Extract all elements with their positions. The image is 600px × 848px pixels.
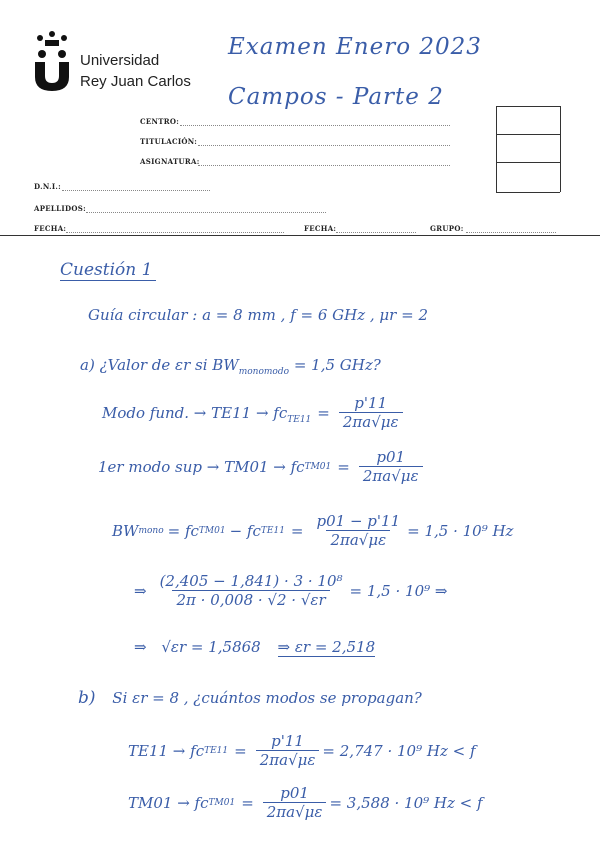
part-b-line2 (128, 784, 483, 821)
eq-sign: = (241, 793, 254, 812)
part-a-line5 (134, 638, 375, 656)
grade-box-border (496, 106, 497, 192)
field-asignatura-line (198, 165, 450, 166)
part-a-label: a) (80, 356, 95, 374)
field-apellidos-line (86, 212, 326, 213)
given-data: Guía circular : a = 8 mm , f = 6 GHz , μr = 2 (88, 306, 428, 324)
fraction (263, 784, 327, 821)
university-name-line2: Rey Juan Carlos (80, 73, 191, 90)
fraction-denominator: 2π · 0,008 · √2 · √εr (172, 590, 329, 609)
field-apellidos-label: APELLIDOS: (34, 204, 86, 213)
university-name-line1: Universidad (80, 52, 160, 69)
eq-sign: = (234, 741, 247, 760)
eq-sub: TM01 (208, 797, 236, 808)
field-grupo-line (466, 232, 556, 233)
handwritten-exam-title: Examen Enero 2023 (228, 34, 482, 60)
eq-sub: TE11 (260, 525, 285, 536)
grade-box-line (496, 106, 560, 107)
part-a-text: ¿Valor de εr si BW (99, 356, 239, 374)
fraction-denominator: 2πa√με (339, 412, 403, 431)
eq-result: = 1,5 · 10⁹ Hz (407, 521, 514, 540)
fraction (339, 394, 403, 431)
field-fecha-line (66, 232, 284, 233)
fraction-denominator: 2πa√με (359, 466, 423, 485)
fraction (256, 732, 320, 769)
implies-arrow: ⇒ (134, 581, 147, 600)
grade-box-border (560, 106, 561, 192)
field-asignatura-label: ASIGNATURA: (140, 157, 200, 166)
eq-left: BW (112, 521, 139, 540)
eq-left: Modo fund. → TE11 → fc (102, 403, 288, 422)
part-a-line3 (112, 512, 513, 549)
implies-arrow: ⇒ (134, 638, 147, 656)
fraction-numerator: p01 (280, 784, 309, 802)
field-grupo-label: GRUPO: (430, 224, 464, 233)
eq-minus: − fc (229, 521, 261, 540)
field-centro-line (180, 125, 450, 126)
grade-box-line (496, 134, 560, 135)
eq-sub: TE11 (204, 745, 229, 756)
eq-mid: = fc (167, 521, 199, 540)
grade-box-line (496, 162, 560, 163)
part-a-line4 (134, 572, 447, 609)
part-a-line2 (98, 448, 426, 485)
handwritten-exam-subtitle: Campos - Parte 2 (228, 84, 444, 110)
fraction-numerator: (2,405 − 1,841) · 3 · 10⁸ (159, 572, 343, 590)
part-b-label: b) (78, 688, 96, 708)
eq-sign: = (290, 521, 304, 540)
question-title: Cuestión 1 (60, 260, 156, 281)
eq-sub: TM01 (198, 525, 226, 536)
part-b-text: Si εr = 8 , ¿cuántos modos se propagan? (112, 689, 422, 707)
fraction-denominator: 2πa√με (326, 530, 390, 549)
fraction (359, 448, 423, 485)
eq-left: TE11 → fc (128, 741, 205, 760)
eq-result: = 1,5 · 10⁹ ⇒ (349, 581, 448, 600)
fraction-numerator: p01 (376, 448, 406, 466)
eq-result-underlined: ⇒ εr = 2,518 (277, 638, 376, 656)
field-centro-label: CENTRO: (140, 117, 180, 126)
eq-sign: = (317, 403, 330, 422)
part-a-text-sub: monomodo (238, 367, 290, 377)
eq-left: 1er modo sup → TM01 → fc (98, 457, 305, 476)
field-fecha2-line (336, 232, 416, 233)
fraction-denominator: 2πa√με (263, 802, 327, 821)
field-fecha2-label: FECHA: (304, 224, 337, 233)
university-logo (32, 30, 72, 92)
eq-sub: mono (138, 525, 164, 536)
eq-result: = 3,588 · 10⁹ Hz < f (329, 793, 483, 812)
field-dni-label: D.N.I.: (34, 182, 62, 191)
part-a-statement (80, 356, 381, 377)
fraction-denominator: 2πa√με (256, 750, 320, 769)
part-a-line1 (102, 394, 406, 431)
eq-sub: TE11 (287, 414, 312, 425)
field-titulacion-label: TITULACIÓN: (140, 137, 198, 146)
field-titulacion-line (198, 145, 450, 146)
eq-result: = 2,747 · 10⁹ Hz < f (322, 741, 476, 760)
fraction-numerator: p'11 (354, 394, 388, 412)
eq-sign: = (337, 457, 350, 476)
eq-sub: TM01 (304, 461, 332, 472)
grade-box-line (496, 192, 560, 193)
fraction (156, 572, 347, 609)
fraction-numerator: p'11 (271, 732, 304, 750)
field-fecha-label: FECHA: (34, 224, 67, 233)
eq-text: √εr = 1,5868 (161, 638, 261, 656)
field-dni-line (62, 190, 210, 191)
fraction-numerator: p01 − p'11 (316, 512, 401, 530)
part-a-text-end: = 1,5 GHz? (293, 356, 381, 374)
part-b-line1 (128, 732, 476, 769)
eq-left: TM01 → fc (128, 793, 209, 812)
fraction (313, 512, 405, 549)
part-b-statement (78, 688, 422, 708)
header-divider (0, 235, 600, 236)
